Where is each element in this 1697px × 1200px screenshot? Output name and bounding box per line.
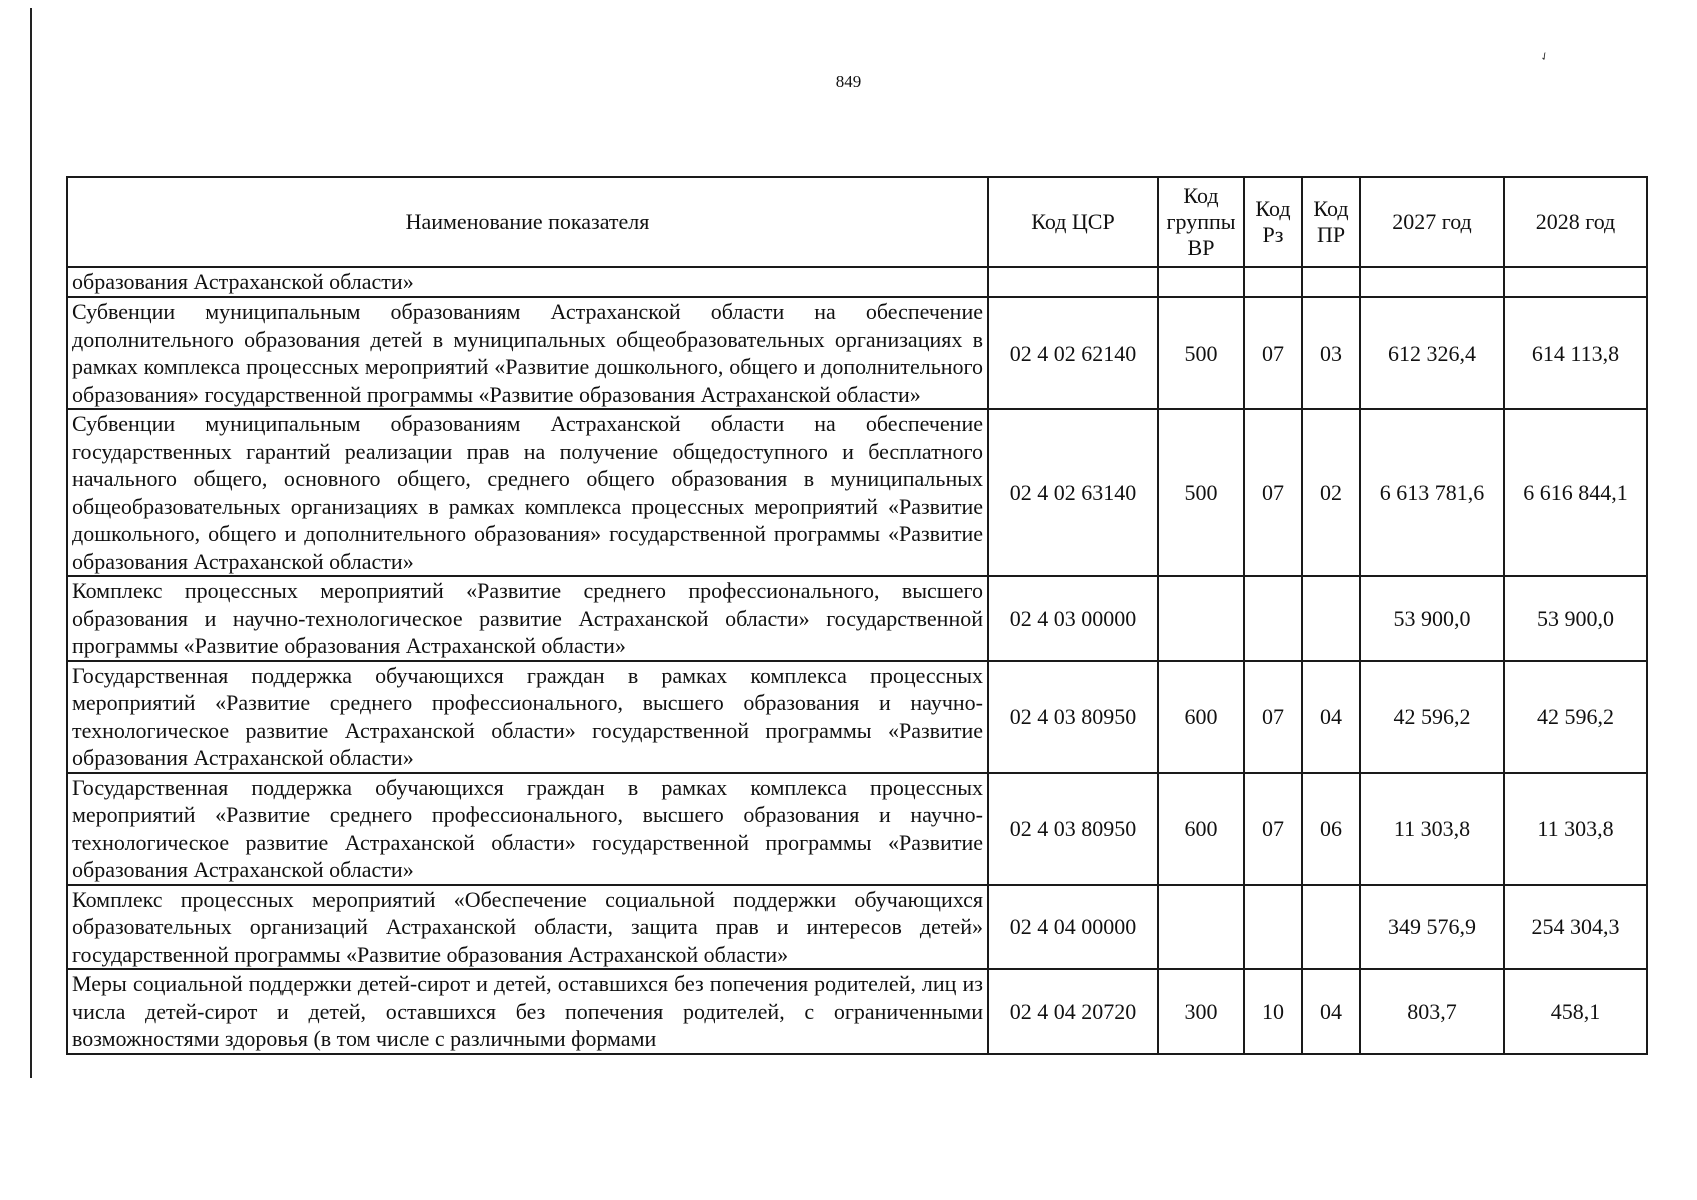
row-vr xyxy=(1158,267,1244,297)
row-rz xyxy=(1244,267,1302,297)
row-pr xyxy=(1302,576,1360,661)
row-csr: 02 4 03 80950 xyxy=(988,773,1158,885)
row-csr xyxy=(988,267,1158,297)
table-row xyxy=(67,576,1647,661)
row-rz: 07 xyxy=(1244,297,1302,409)
header-vr: Код группы ВР xyxy=(1158,177,1244,267)
row-name: Комплекс процессных мероприятий «Развитие среднего профессионального, высшего образования и научно-технологическое развитие Астраханской области» государственной программы «Развитие образования Астраханской области» xyxy=(67,576,988,661)
header-name: Наименование показателя xyxy=(67,177,988,267)
table-row xyxy=(67,773,1647,885)
table-row xyxy=(67,885,1647,970)
row-2028: 254 304,3 xyxy=(1504,885,1647,970)
row-2028: 458,1 xyxy=(1504,969,1647,1054)
page-number: 849 xyxy=(835,72,862,91)
binding-margin-line xyxy=(30,8,32,1078)
budget-table xyxy=(66,176,1648,1055)
row-rz: 10 xyxy=(1244,969,1302,1054)
row-csr: 02 4 04 20720 xyxy=(988,969,1158,1054)
row-2028: 53 900,0 xyxy=(1504,576,1647,661)
row-vr: 600 xyxy=(1158,661,1244,773)
binding-margin-mark xyxy=(30,590,32,620)
table-row xyxy=(67,409,1647,576)
row-vr xyxy=(1158,885,1244,970)
row-name: Субвенции муниципальным образованиям Астраханской области на обеспечение государственных гарантий реализации прав на получение общедоступного и бесплатного начального общего, основного общего, среднего общего образования в муниципальных общеобразовательных организациях в рамках комплекса процессных мероприятий «Развитие дошкольного, общего и дополнительного образования» государственной программы «Развитие образования Астраханской области» xyxy=(67,409,988,576)
row-csr: 02 4 03 00000 xyxy=(988,576,1158,661)
row-vr xyxy=(1158,576,1244,661)
row-2028: 11 303,8 xyxy=(1504,773,1647,885)
header-2028: 2028 год xyxy=(1504,177,1647,267)
header-pr: Код ПР xyxy=(1302,177,1360,267)
row-csr: 02 4 04 00000 xyxy=(988,885,1158,970)
scan-speck: ✓ xyxy=(1537,49,1552,65)
row-pr: 04 xyxy=(1302,661,1360,773)
row-2027: 53 900,0 xyxy=(1360,576,1504,661)
header-csr: Код ЦСР xyxy=(988,177,1158,267)
row-2027: 612 326,4 xyxy=(1360,297,1504,409)
row-rz: 07 xyxy=(1244,409,1302,576)
row-pr xyxy=(1302,267,1360,297)
row-rz: 07 xyxy=(1244,773,1302,885)
row-2027 xyxy=(1360,267,1504,297)
row-rz xyxy=(1244,885,1302,970)
row-name: Государственная поддержка обучающихся граждан в рамках комплекса процессных мероприятий «Развитие среднего профессионального, высшего образования и научно-технологическое развитие Астраханской области» государственной программы «Развитие образования Астраханской области» xyxy=(67,661,988,773)
table-row xyxy=(67,969,1647,1054)
table-row xyxy=(67,297,1647,409)
row-2028: 6 616 844,1 xyxy=(1504,409,1647,576)
header-2027: 2027 год xyxy=(1360,177,1504,267)
row-pr: 02 xyxy=(1302,409,1360,576)
row-name: образования Астраханской области» xyxy=(67,267,988,297)
header-rz: Код Рз xyxy=(1244,177,1302,267)
row-pr xyxy=(1302,885,1360,970)
row-name: Меры социальной поддержки детей-сирот и детей, оставшихся без попечения родителей, лиц из числа детей-сирот и детей, оставшихся без попечения родителей, с ограниченными возможностями здоровья (в том числе с различными формами xyxy=(67,969,988,1054)
row-vr: 500 xyxy=(1158,297,1244,409)
row-csr: 02 4 02 62140 xyxy=(988,297,1158,409)
row-pr: 03 xyxy=(1302,297,1360,409)
row-name: Субвенции муниципальным образованиям Астраханской области на обеспечение дополнительного образования детей в муниципальных общеобразовательных организациях в рамках комплекса процессных мероприятий «Развитие дошкольного, общего и дополнительного образования» государственной программы «Развитие образования Астраханской области» xyxy=(67,297,988,409)
row-2028: 614 113,8 xyxy=(1504,297,1647,409)
row-2027: 349 576,9 xyxy=(1360,885,1504,970)
row-2027: 6 613 781,6 xyxy=(1360,409,1504,576)
row-vr: 600 xyxy=(1158,773,1244,885)
row-2028 xyxy=(1504,267,1647,297)
table-row xyxy=(67,267,1647,297)
row-rz: 07 xyxy=(1244,661,1302,773)
table-row xyxy=(67,661,1647,773)
row-2028: 42 596,2 xyxy=(1504,661,1647,773)
table-header-row xyxy=(67,177,1647,267)
row-csr: 02 4 03 80950 xyxy=(988,661,1158,773)
row-rz xyxy=(1244,576,1302,661)
row-pr: 04 xyxy=(1302,969,1360,1054)
row-2027: 11 303,8 xyxy=(1360,773,1504,885)
row-name: Государственная поддержка обучающихся граждан в рамках комплекса процессных мероприятий «Развитие среднего профессионального, высшего образования и научно-технологическое развитие Астраханской области» государственной программы «Развитие образования Астраханской области» xyxy=(67,773,988,885)
row-vr: 500 xyxy=(1158,409,1244,576)
row-2027: 42 596,2 xyxy=(1360,661,1504,773)
row-name: Комплекс процессных мероприятий «Обеспечение социальной поддержки обучающихся образовательных организаций Астраханской области, защита прав и интересов детей» государственной программы «Развитие образования Астраханской области» xyxy=(67,885,988,970)
row-pr: 06 xyxy=(1302,773,1360,885)
row-vr: 300 xyxy=(1158,969,1244,1054)
row-2027: 803,7 xyxy=(1360,969,1504,1054)
row-csr: 02 4 02 63140 xyxy=(988,409,1158,576)
